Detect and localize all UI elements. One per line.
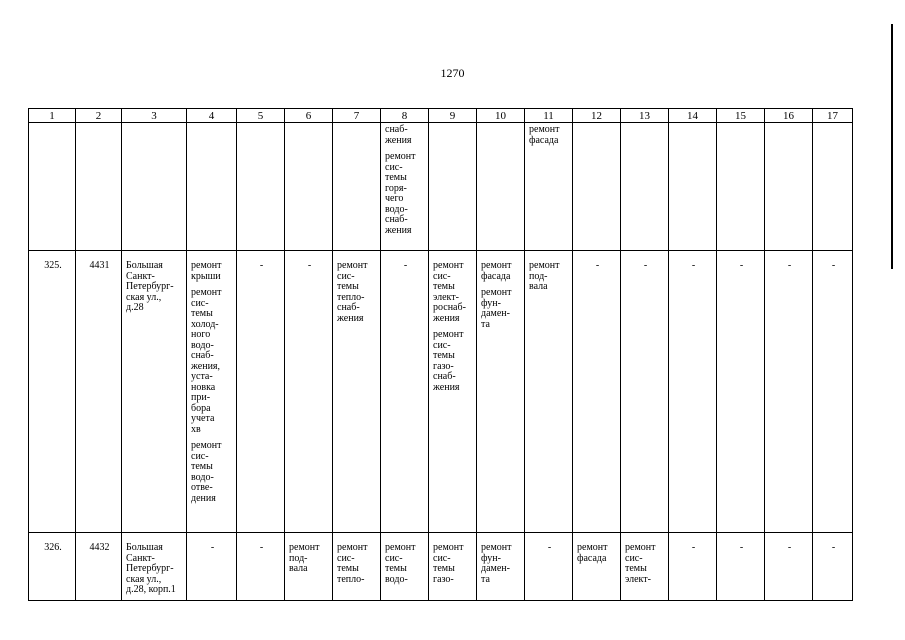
table-cell xyxy=(76,251,122,533)
cell-text: ремонт сис- темы горя- чего водо- снаб- жения xyxy=(385,151,416,236)
cell-text: - xyxy=(691,542,696,553)
cell-text: ремонт сис- темы водо- xyxy=(385,542,416,585)
cell-text: ремонт сис- темы газо- снаб- жения xyxy=(433,329,464,393)
table-cell xyxy=(285,533,333,601)
table-cell xyxy=(813,123,853,251)
table-cell xyxy=(813,251,853,533)
cell-text: ремонт сис- темы элект- роснаб- жения xyxy=(433,260,466,324)
column-header: 13 xyxy=(621,109,669,123)
cell-text: ремонт сис- темы водо- отве- дения xyxy=(191,440,222,504)
cell-text: ремонт под- вала xyxy=(529,260,560,292)
table-cell xyxy=(122,123,187,251)
column-header: 1 xyxy=(29,109,76,123)
table-cell xyxy=(621,533,669,601)
table-cell xyxy=(122,251,187,533)
table-cell xyxy=(429,123,477,251)
table-cell xyxy=(76,533,122,601)
column-header: 3 xyxy=(122,109,187,123)
margin-rule xyxy=(891,24,893,269)
table-cell xyxy=(717,123,765,251)
cell-text: - xyxy=(259,260,264,271)
table-cell xyxy=(122,533,187,601)
cell-text: ремонт сис- темы газо- xyxy=(433,542,464,585)
cell-text: - xyxy=(307,260,312,271)
column-header: 10 xyxy=(477,109,525,123)
cell-text: - xyxy=(787,260,792,271)
table-cell xyxy=(525,251,573,533)
cell-text: - xyxy=(831,260,836,271)
table-cell xyxy=(29,123,76,251)
table-row xyxy=(29,123,853,251)
cell-text: - xyxy=(739,542,744,553)
table-cell xyxy=(717,251,765,533)
cell-text: ремонт фун- дамен- та xyxy=(481,542,512,585)
column-header: 7 xyxy=(333,109,381,123)
table-cell xyxy=(573,251,621,533)
column-header: 12 xyxy=(573,109,621,123)
cell-text: 326. xyxy=(44,542,62,553)
table-cell xyxy=(813,533,853,601)
table-cell xyxy=(477,251,525,533)
cell-text: ремонт сис- темы тепло- снаб- жения xyxy=(337,260,368,324)
table-cell xyxy=(765,123,813,251)
column-header: 16 xyxy=(765,109,813,123)
table-cell xyxy=(285,251,333,533)
table-cell xyxy=(525,123,573,251)
column-header: 4 xyxy=(187,109,237,123)
cell-text: - xyxy=(595,260,600,271)
table-cell xyxy=(669,533,717,601)
cell-text: ремонт сис- темы элект- xyxy=(625,542,656,585)
column-header: 8 xyxy=(381,109,429,123)
table-cell xyxy=(381,123,429,251)
cell-text: - xyxy=(643,260,648,271)
table-cell xyxy=(187,533,237,601)
cell-text: снаб- жения xyxy=(385,124,412,146)
table-cell xyxy=(333,251,381,533)
table-cell xyxy=(381,251,429,533)
cell-text: 4432 xyxy=(89,542,110,553)
header-row xyxy=(29,109,853,123)
cell-text: ремонт фасада xyxy=(481,260,512,282)
repair-schedule-table xyxy=(28,108,853,601)
column-header: 17 xyxy=(813,109,853,123)
cell-text: ремонт фасада xyxy=(577,542,608,564)
table-cell xyxy=(573,123,621,251)
table-cell xyxy=(187,123,237,251)
table-row xyxy=(29,533,853,601)
table-cell xyxy=(429,533,477,601)
table-cell xyxy=(669,251,717,533)
page-number: 1270 xyxy=(440,66,465,80)
cell-text: Большая Санкт- Петербург- ская ул., д.28, корп.1 xyxy=(126,542,176,595)
cell-text: ремонт сис- темы холод- ного водо- снаб- жения, уста- новка при- бора учета хв xyxy=(191,287,222,435)
cell-text: - xyxy=(210,542,215,553)
table-cell xyxy=(717,533,765,601)
cell-text: Большая Санкт- Петербург- ская ул., д.28 xyxy=(126,260,174,313)
cell-text: ремонт сис- темы тепло- xyxy=(337,542,368,585)
cell-text: - xyxy=(739,260,744,271)
table-cell xyxy=(621,251,669,533)
cell-text: - xyxy=(787,542,792,553)
cell-text: 4431 xyxy=(89,260,110,271)
table-cell xyxy=(669,123,717,251)
table-cell xyxy=(285,123,333,251)
cell-text: - xyxy=(691,260,696,271)
cell-text: ремонт под- вала xyxy=(289,542,320,574)
cell-text: - xyxy=(403,260,408,271)
table-cell xyxy=(621,123,669,251)
cell-text: ремонт крыши xyxy=(191,260,222,282)
column-header: 5 xyxy=(237,109,285,123)
table-cell xyxy=(765,533,813,601)
cell-text: - xyxy=(547,542,552,553)
table-cell xyxy=(29,533,76,601)
cell-text: - xyxy=(831,542,836,553)
table-row xyxy=(29,251,853,533)
table-cell xyxy=(765,251,813,533)
column-header: 11 xyxy=(525,109,573,123)
table-cell xyxy=(29,251,76,533)
cell-text: - xyxy=(259,542,264,553)
column-header: 6 xyxy=(285,109,333,123)
column-header: 9 xyxy=(429,109,477,123)
table-cell xyxy=(477,123,525,251)
table-cell xyxy=(477,533,525,601)
table-cell xyxy=(187,251,237,533)
column-header: 14 xyxy=(669,109,717,123)
table-cell xyxy=(573,533,621,601)
table-cell xyxy=(333,123,381,251)
table-cell xyxy=(237,123,285,251)
cell-text: ремонт фасада xyxy=(529,124,560,146)
cell-text: 325. xyxy=(44,260,62,271)
cell-text: ремонт фун- дамен- та xyxy=(481,287,512,330)
table-cell xyxy=(429,251,477,533)
table-cell xyxy=(525,533,573,601)
table-cell xyxy=(237,251,285,533)
table-cell xyxy=(76,123,122,251)
table-cell xyxy=(381,533,429,601)
column-header: 2 xyxy=(76,109,122,123)
table-cell xyxy=(333,533,381,601)
column-header: 15 xyxy=(717,109,765,123)
table-cell xyxy=(237,533,285,601)
